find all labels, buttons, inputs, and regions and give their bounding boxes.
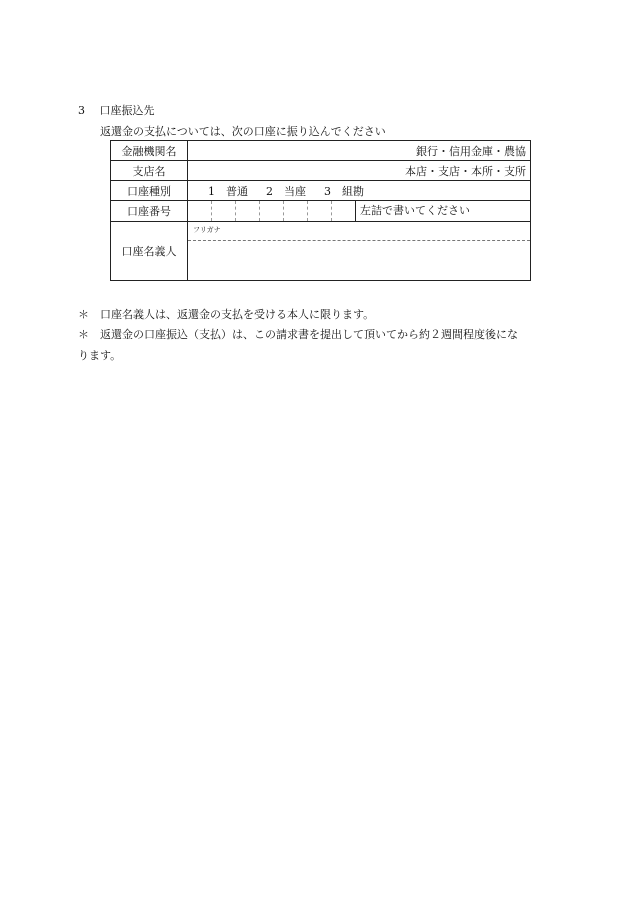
- account-type-option-checking[interactable]: 2 当座: [266, 184, 306, 198]
- account-number-row: [111, 201, 531, 222]
- note-1-text: 口座名義人は、返還金の支払を受ける本人に限ります。: [100, 308, 375, 321]
- account-holder-label: 口座名義人: [111, 222, 188, 281]
- account-digit-box[interactable]: [188, 201, 212, 221]
- account-digit-box[interactable]: [260, 201, 284, 221]
- left-align-instruction: 左詰で書いてください: [360, 204, 470, 217]
- account-digit-box[interactable]: [308, 201, 332, 221]
- account-number-field: [188, 201, 531, 222]
- bank-name-label: 金融機関名: [111, 141, 188, 161]
- branch-row: [111, 161, 531, 181]
- account-type-row: [111, 181, 531, 201]
- account-type-field: [188, 181, 531, 201]
- bank-name-field[interactable]: [188, 141, 531, 161]
- account-digit-box[interactable]: [284, 201, 308, 221]
- section-number: 3: [78, 104, 85, 117]
- branch-type-options: 本店・支店・本所・支所: [405, 164, 526, 178]
- account-holder-field: [188, 222, 531, 281]
- note-2-continuation: ります。: [78, 349, 122, 362]
- note-2-text: 返還金の口座振込（支払）は、この請求書を提出して頂いてから約２週間程度後にな: [100, 328, 518, 341]
- account-holder-row: [111, 222, 531, 281]
- account-number-label: 口座番号: [111, 201, 188, 222]
- bank-account-table: [110, 140, 531, 281]
- furigana-label: フリガナ: [193, 226, 221, 234]
- account-type-option-ordinary[interactable]: 1 普通: [208, 184, 248, 198]
- bank-type-options: 銀行・信用金庫・農協: [416, 144, 526, 158]
- account-type-label: 口座種別: [111, 181, 188, 201]
- account-holder-name-field[interactable]: [188, 241, 530, 280]
- account-digit-box[interactable]: [236, 201, 260, 221]
- asterisk-mark: ＊: [78, 328, 89, 341]
- account-digit-box[interactable]: [212, 201, 236, 221]
- section-intro: 返還金の支払については、次の口座に振り込んでください: [100, 125, 386, 138]
- branch-name-field[interactable]: [188, 161, 531, 181]
- account-type-option-kumikan[interactable]: 3 組勘: [324, 184, 364, 198]
- account-digit-box[interactable]: [332, 201, 356, 221]
- bank-row: [111, 141, 531, 161]
- branch-name-label: 支店名: [111, 161, 188, 181]
- furigana-field[interactable]: [188, 222, 530, 241]
- section-heading: [78, 102, 155, 118]
- note-holder-restriction: [78, 306, 374, 322]
- asterisk-mark: ＊: [78, 308, 89, 321]
- note-transfer-timing: [78, 326, 558, 342]
- section-title: 口座振込先: [99, 104, 155, 117]
